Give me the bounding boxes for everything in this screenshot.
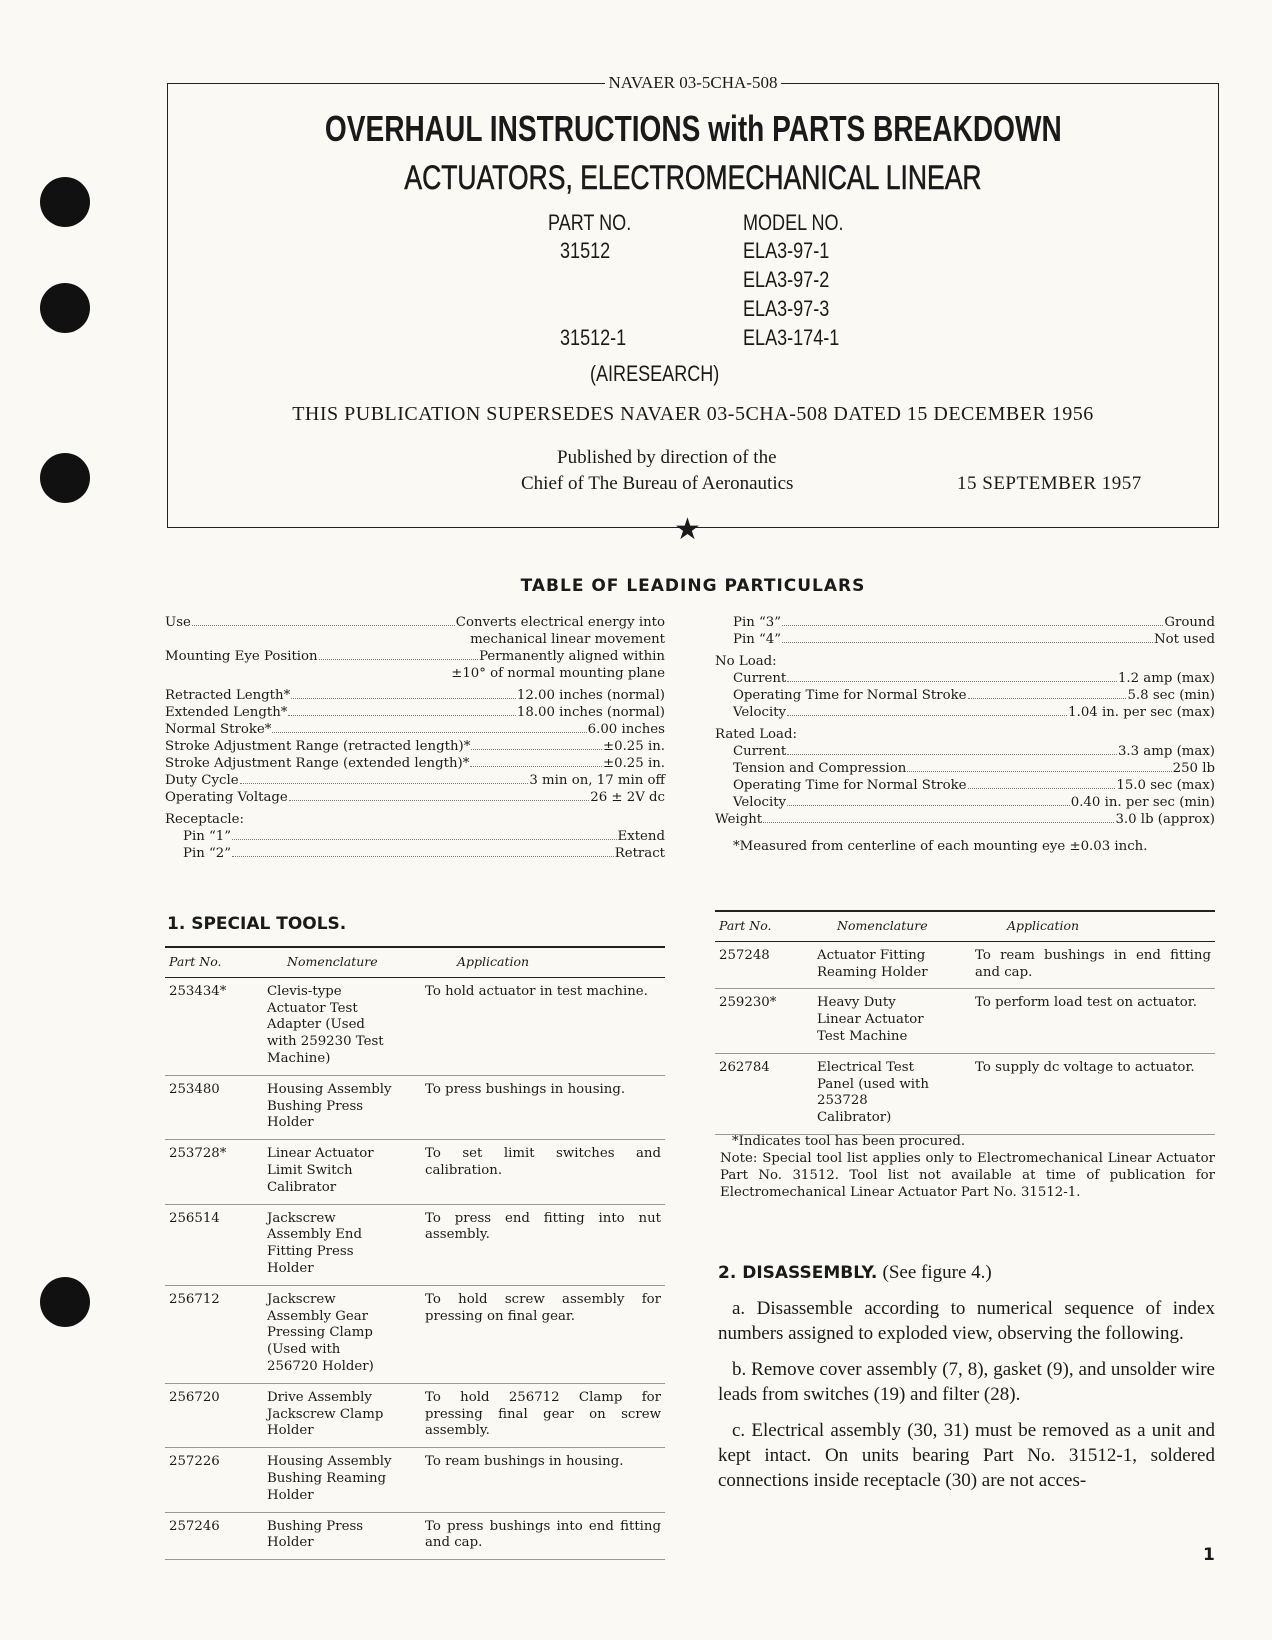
particular-row — [715, 760, 1215, 777]
particular-value: Permanently aligned within — [479, 649, 665, 664]
dot-leader — [782, 614, 1163, 626]
application: To supply dc voltage to actuator. — [947, 1053, 1215, 1134]
particular-label: Rated Load: — [715, 727, 797, 742]
part-number: 262784 — [715, 1053, 797, 1134]
table-header-row — [165, 947, 665, 977]
application: To hold screw assembly for pressing on final gear. — [397, 1285, 665, 1383]
particular-row — [715, 704, 1215, 721]
table-row — [715, 989, 1215, 1053]
particular-row — [165, 738, 665, 755]
particular-label: Pin “1” — [183, 829, 232, 844]
particular-row — [165, 811, 665, 828]
dot-leader — [289, 789, 589, 801]
particular-label: Velocity — [733, 795, 787, 810]
page-number: 1 — [1203, 1545, 1215, 1565]
particular-row — [165, 704, 665, 721]
particular-label: Stroke Adjustment Range (extended length)* — [165, 756, 470, 771]
part-number: 253728* — [165, 1140, 247, 1204]
column-header: Application — [397, 947, 665, 977]
dot-leader — [968, 687, 1127, 699]
application: To hold 256712 Clamp for pressing final gear on screw assembly. — [397, 1383, 665, 1447]
particular-label: Current — [733, 671, 787, 686]
particular-value: 3.3 amp (max) — [1117, 744, 1215, 759]
nomenclature: Bushing Press Holder — [247, 1512, 397, 1560]
particular-value: Extend — [617, 829, 665, 844]
binder-hole — [40, 453, 90, 503]
dot-leader — [787, 670, 1117, 682]
part-number: 257246 — [165, 1512, 247, 1560]
particular-label: Velocity — [733, 705, 787, 720]
particular-value: ±0.25 in. — [602, 756, 665, 771]
application: To press bushings in housing. — [397, 1075, 665, 1139]
supersedes-notice: THIS PUBLICATION SUPERSEDES NAVAER 03-5CHA-508 DATED 15 DECEMBER 1956 — [292, 403, 1094, 425]
particulars-footnote: *Measured from centerline of each mounting eye ±0.03 inch. — [733, 839, 1148, 854]
binder-hole — [40, 283, 90, 333]
part-number-column — [548, 210, 649, 236]
part-number: 257226 — [165, 1448, 247, 1512]
dot-leader — [288, 704, 515, 716]
table-row — [165, 1075, 665, 1139]
particular-label: Pin “3” — [733, 615, 782, 630]
particular-value: Retract — [614, 846, 665, 861]
particulars-left — [165, 614, 665, 862]
particular-value-continued: ±10° of normal mounting plane — [451, 666, 665, 681]
particular-value: 1.04 in. per sec (max) — [1068, 705, 1215, 720]
table-row — [165, 1285, 665, 1383]
particular-row — [165, 772, 665, 789]
particular-row — [165, 648, 665, 665]
table-row — [165, 1448, 665, 1512]
particulars-title: TABLE OF LEADING PARTICULARS — [520, 576, 866, 596]
particular-label: Use — [165, 615, 191, 630]
model-number: ELA3-174-1 — [743, 325, 840, 350]
manufacturer: (AIRESEARCH) — [590, 361, 720, 386]
dot-leader — [968, 777, 1116, 789]
model-number: ELA3-97-1 — [743, 238, 830, 263]
published-by-line-2: Chief of The Bureau of Aeronautics — [521, 473, 794, 494]
dot-leader — [470, 755, 602, 767]
particular-value: 6.00 inches — [587, 722, 665, 737]
particular-row — [715, 794, 1215, 811]
dot-leader — [291, 687, 516, 699]
part-number: 259230* — [715, 989, 797, 1053]
particular-label: Duty Cycle — [165, 773, 239, 788]
particular-row — [165, 828, 665, 845]
particular-label: Pin “4” — [733, 632, 782, 647]
nomenclature: Actuator Fitting Reaming Holder — [797, 941, 947, 989]
column-header: Part No. — [715, 911, 797, 941]
particular-value: 0.40 in. per sec (min) — [1070, 795, 1215, 810]
column-header: Nomenclature — [247, 947, 397, 977]
table-row — [165, 1383, 665, 1447]
table-row — [165, 977, 665, 1075]
document-subtitle: ACTUATORS, ELECTROMECHANICAL LINEAR — [404, 159, 982, 197]
dot-leader — [907, 760, 1171, 772]
published-by-line-1: Published by direction of the — [557, 447, 777, 468]
particular-label: Retracted Length* — [165, 688, 291, 703]
column-header: Part No. — [165, 947, 247, 977]
disassembly-step: c. Electrical assembly (30, 31) must be removed as a unit and kept intact. On units bearing Part No. 31512-1, soldered connections inside receptacle (30) are not acces- — [718, 1420, 1215, 1491]
particular-row — [165, 614, 665, 631]
particular-row — [715, 687, 1215, 704]
disassembly-figure-ref: (See figure 4.) — [882, 1262, 992, 1283]
dot-leader — [782, 631, 1153, 643]
application: To ream bushings in housing. — [397, 1448, 665, 1512]
particular-label: Pin “2” — [183, 846, 232, 861]
binder-hole — [40, 1277, 90, 1327]
particular-label: Mounting Eye Position — [165, 649, 318, 664]
table-row — [715, 941, 1215, 989]
disassembly-step: a. Disassemble according to numerical sequence of index numbers assigned to exploded view, observing the following. — [718, 1298, 1215, 1344]
application: To set limit switches and calibration. — [397, 1140, 665, 1204]
table-header-row — [715, 911, 1215, 941]
nomenclature: Linear Actuator Limit Switch Calibrator — [247, 1140, 397, 1204]
particular-value: 3.0 lb (approx) — [1115, 812, 1215, 827]
particular-label: Weight — [715, 812, 763, 827]
part-number: 257248 — [715, 941, 797, 989]
special-tools-table-right — [715, 910, 1215, 1135]
part-number: 31512-1 — [560, 325, 627, 350]
table-row — [715, 1053, 1215, 1134]
nomenclature: Jackscrew Assembly Gear Pressing Clamp (Used with 256720 Holder) — [247, 1285, 397, 1383]
dot-leader — [787, 704, 1067, 716]
dot-leader — [192, 614, 455, 626]
particular-label: Tension and Compression — [733, 761, 907, 776]
column-header: Nomenclature — [797, 911, 947, 941]
nomenclature: Clevis-type Actuator Test Adapter (Used with 259230 Test Machine) — [247, 977, 397, 1075]
particular-row — [715, 743, 1215, 760]
particular-label: Normal Stroke* — [165, 722, 272, 737]
particular-value-continued: mechanical linear movement — [470, 632, 665, 647]
application: To hold actuator in test machine. — [397, 977, 665, 1075]
particular-row — [165, 789, 665, 806]
dot-leader — [232, 828, 616, 840]
particular-row — [715, 670, 1215, 687]
particular-value: Converts electrical energy into — [455, 615, 665, 630]
particular-value: 12.00 inches (normal) — [516, 688, 665, 703]
particular-row — [715, 726, 1215, 743]
nomenclature: Jackscrew Assembly End Fitting Press Holder — [247, 1204, 397, 1285]
application: To perform load test on actuator. — [947, 989, 1215, 1053]
document-title: OVERHAUL INSTRUCTIONS with PARTS BREAKDOWN — [324, 108, 1062, 149]
part-number: 253434* — [165, 977, 247, 1075]
particular-row — [715, 653, 1215, 670]
particular-label: Operating Time for Normal Stroke — [733, 688, 967, 703]
part-number: 31512 — [560, 238, 611, 263]
document-number: NAVAER 03-5CHA-508 — [167, 73, 1219, 93]
particular-value: 15.0 sec (max) — [1116, 778, 1215, 793]
particular-row — [715, 811, 1215, 828]
particular-row — [715, 631, 1215, 648]
particular-label: Extended Length* — [165, 705, 288, 720]
disassembly-step: b. Remove cover assembly (7, 8), gasket (9), and unsolder wire leads from switches (19) and filter (28). — [718, 1359, 1215, 1405]
dot-leader — [471, 738, 602, 750]
application: To press end fitting into nut assembly. — [397, 1204, 665, 1285]
tools-notes — [720, 1133, 1215, 1201]
nomenclature: Drive Assembly Jackscrew Clamp Holder — [247, 1383, 397, 1447]
particular-value: Not used — [1154, 632, 1215, 647]
particular-row — [165, 721, 665, 738]
dot-leader — [787, 743, 1117, 755]
particular-label: Operating Time for Normal Stroke — [733, 778, 967, 793]
model-label: MODEL NO. — [743, 210, 844, 235]
special-tools-table-left — [165, 946, 665, 1560]
particular-row — [715, 614, 1215, 631]
star-icon: ★ — [674, 512, 701, 547]
particular-row — [165, 755, 665, 772]
table-row — [165, 1512, 665, 1560]
model-number: ELA3-97-3 — [743, 296, 830, 321]
particular-value: 18.00 inches (normal) — [516, 705, 665, 720]
particular-value: 26 ± 2V dc — [590, 790, 665, 805]
particular-row — [165, 845, 665, 862]
disassembly-section — [718, 1262, 1215, 1504]
model-number: ELA3-97-2 — [743, 267, 830, 292]
dot-leader — [240, 772, 529, 784]
dot-leader — [272, 721, 586, 733]
particular-value: 250 lb — [1172, 761, 1215, 776]
application: To ream bushings in end fitting and cap. — [947, 941, 1215, 989]
dot-leader — [319, 648, 478, 660]
dot-leader — [232, 845, 614, 857]
disassembly-heading: 2. DISASSEMBLY. — [718, 1263, 878, 1283]
procured-note: *Indicates tool has been procured. — [732, 1134, 966, 1149]
publication-date: 15 SEPTEMBER 1957 — [957, 473, 1142, 494]
table-row — [165, 1140, 665, 1204]
part-number: 256514 — [165, 1204, 247, 1285]
nomenclature: Electrical Test Panel (used with 253728 Calibrator) — [797, 1053, 947, 1134]
particular-value: 5.8 sec (min) — [1127, 688, 1215, 703]
particular-label: Operating Voltage — [165, 790, 288, 805]
part-number: 256712 — [165, 1285, 247, 1383]
part-label: PART NO. — [548, 210, 632, 235]
particular-value: ±0.25 in. — [602, 739, 665, 754]
part-number: 256720 — [165, 1383, 247, 1447]
particular-value: 1.2 amp (max) — [1117, 671, 1215, 686]
dot-leader — [787, 794, 1070, 806]
special-tools-heading: 1. SPECIAL TOOLS. — [167, 914, 347, 934]
particular-label: No Load: — [715, 654, 777, 669]
nomenclature: Heavy Duty Linear Actuator Test Machine — [797, 989, 947, 1053]
particular-row — [715, 777, 1215, 794]
particular-label: Current — [733, 744, 787, 759]
part-number: 253480 — [165, 1075, 247, 1139]
particular-row — [165, 687, 665, 704]
particular-label: Stroke Adjustment Range (retracted length)* — [165, 739, 471, 754]
table-row — [165, 1204, 665, 1285]
dot-leader — [763, 811, 1114, 823]
particular-value: Ground — [1164, 615, 1215, 630]
model-number-column — [743, 210, 866, 236]
particular-value: 3 min on, 17 min off — [529, 773, 665, 788]
application: To press bushings into end fitting and cap. — [397, 1512, 665, 1560]
nomenclature: Housing Assembly Bushing Reaming Holder — [247, 1448, 397, 1512]
column-header: Application — [947, 911, 1215, 941]
nomenclature: Housing Assembly Bushing Press Holder — [247, 1075, 397, 1139]
particulars-right — [715, 614, 1215, 828]
particular-label: Receptacle: — [165, 812, 245, 827]
tool-list-note: Note: Special tool list applies only to Electromechanical Linear Actuator Part No. 31512. Tool list not available at time of publication for Electromechanical Linear Actuator Part No. 31512-1. — [720, 1151, 1215, 1200]
binder-hole — [40, 177, 90, 227]
